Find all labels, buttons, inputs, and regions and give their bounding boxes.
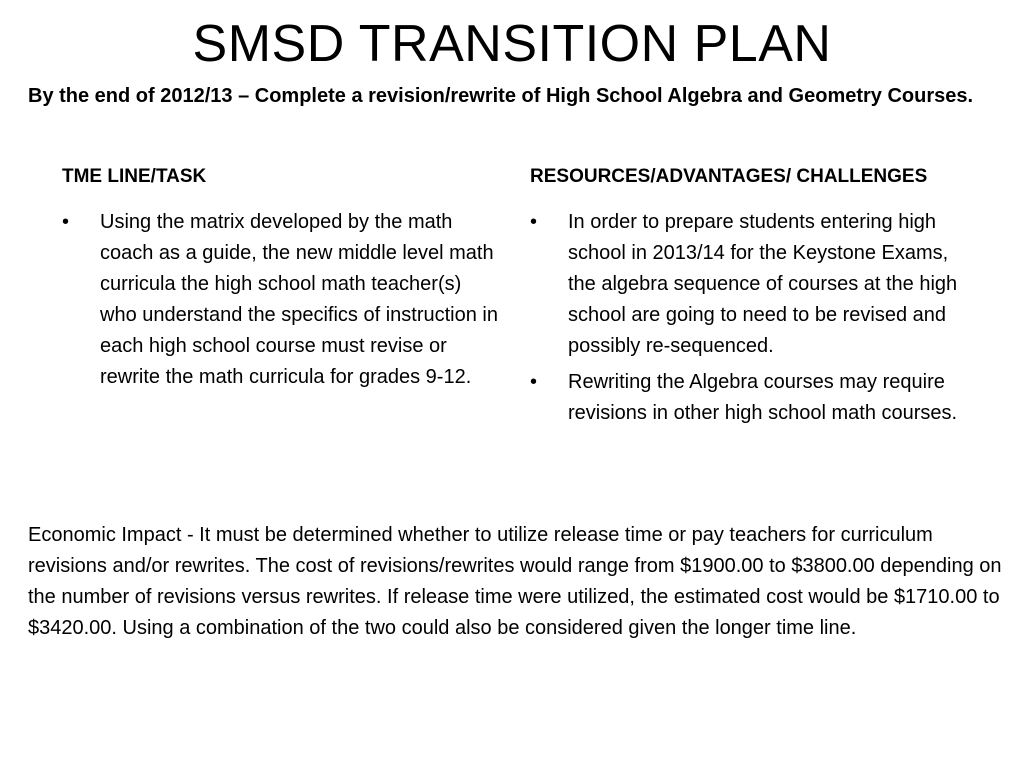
slide-subtitle: By the end of 2012/13 – Complete a revision/rewrite of High School Algebra and Geometry Courses. — [28, 85, 974, 107]
left-column-header: TME LINE/TASK — [62, 166, 207, 187]
left-column-bullets — [62, 207, 502, 398]
economic-impact-paragraph: Economic Impact - It must be determined whether to utilize release time or pay teachers for curriculum revisions and/or rewrites. The cost of revisions/rewrites would range from $1900.00 to $3800.00 depending on the number of revisions versus rewrites. If release time were utilized, the estimated cost would be $1710.00 to $3420.00. Using a combination of the two could also be considered given the longer time line. — [28, 524, 1002, 639]
bullet-text: In order to prepare students entering high school in 2013/14 for the Keystone Exams, the algebra sequence of courses at the high school are going to need to be revised and possibly re-sequenced. — [568, 211, 958, 357]
right-column-header: RESOURCES/ADVANTAGES/ CHALLENGES — [530, 166, 928, 187]
right-column-bullets — [530, 207, 970, 434]
list-item — [530, 367, 970, 429]
slide-title: SMSD TRANSITION PLAN — [192, 15, 832, 73]
bullet-icon: • — [62, 211, 70, 233]
bullet-icon: • — [530, 211, 538, 233]
bullet-text: Using the matrix developed by the math coach as a guide, the new middle level math curricula the high school math teacher(s) who understand the specifics of instruction in each high school course must revise or rewrite the math curricula for grades 9-12. — [100, 211, 498, 388]
list-item — [62, 207, 502, 393]
bullet-text: Rewriting the Algebra courses may require revisions in other high school math courses. — [568, 371, 958, 424]
bullet-icon: • — [530, 371, 538, 393]
list-item — [530, 207, 970, 362]
